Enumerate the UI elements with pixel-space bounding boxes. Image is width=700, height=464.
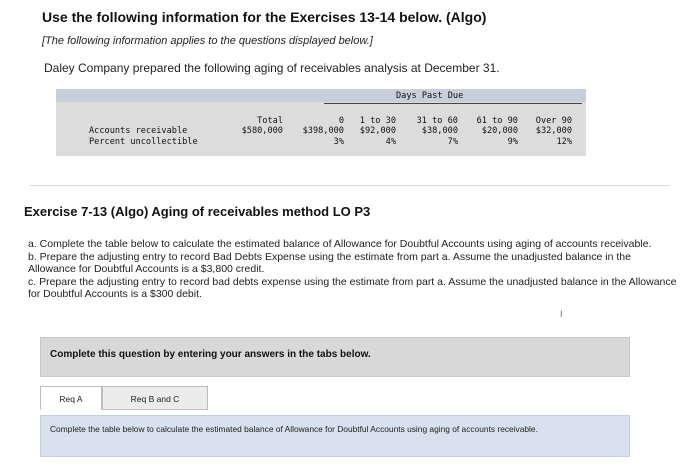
row-label-percent-uncollectible: Percent uncollectible (89, 137, 198, 147)
ar-31-60: $38,000 (421, 126, 458, 136)
info-section (30, 0, 670, 186)
tab-req-a[interactable]: Req A (40, 386, 102, 410)
text-cursor-icon: I (560, 309, 563, 319)
days-past-due-header: Days Past Due (396, 91, 464, 101)
complete-question-text: Complete this question by entering your answers in the tabs below. (50, 349, 371, 360)
col-header-61-90: 61 to 90 (476, 116, 518, 126)
row-label-accounts-receivable: Accounts receivable (89, 126, 188, 136)
col-header-0: 0 (338, 116, 344, 126)
ar-current: $398,000 (302, 126, 344, 136)
col-header-total: Total (257, 116, 283, 126)
pct-61-90: 9% (507, 137, 518, 147)
col-header-1-30: 1 to 30 (359, 116, 396, 126)
pct-31-60: 7% (447, 137, 458, 147)
ar-61-90: $20,000 (481, 126, 518, 136)
tab-panel-instruction: Complete the table below to calculate the estimated balance of Allowance for Doubtful Accounts using aging of accounts receivable. (50, 424, 538, 434)
days-past-due-rule (324, 103, 582, 104)
instruction-part-a: a. Complete the table below to calculate the estimated balance of Allowance for Doubtful Accounts using aging of accounts receivable. (28, 238, 652, 250)
pct-over-90: 12% (556, 137, 572, 147)
pct-1-30: 4% (385, 137, 396, 147)
ar-1-30: $92,000 (359, 126, 396, 136)
ar-total: $580,000 (241, 126, 283, 136)
instruction-part-c: c. Prepare the adjusting entry to record bad debts expense using the estimate from part a. Assume the unadjusted balance in the Allowance for Doubtful Accounts is a $300 debit. (28, 275, 677, 300)
aging-table (56, 89, 586, 156)
exercise-title: Exercise 7-13 (Algo) Aging of receivables method LO P3 (24, 204, 371, 219)
tab-panel-req-a (40, 415, 630, 457)
section-heading: Use the following information for the Exercises 13-14 below. (Algo) (42, 9, 487, 25)
col-header-over-90: Over 90 (535, 116, 572, 126)
section-subheading: [The following information applies to the questions displayed below.] (42, 35, 373, 47)
pct-current: 3% (333, 137, 344, 147)
instruction-part-b: b. Prepare the adjusting entry to record Bad Debts Expense using the estimate from part a. Assume the unadjusted balance in the Allowance for Doubtful Accounts is a $3,800 credit. (28, 250, 631, 275)
complete-question-banner (40, 337, 630, 377)
ar-over-90: $32,000 (535, 126, 572, 136)
aging-header-band (56, 89, 586, 102)
intro-text: Daley Company prepared the following aging of receivables analysis at December 31. (44, 61, 500, 75)
exercise-instructions (28, 238, 678, 301)
col-header-31-60: 31 to 60 (416, 116, 458, 126)
tab-req-b-and-c[interactable]: Req B and C (102, 386, 208, 410)
